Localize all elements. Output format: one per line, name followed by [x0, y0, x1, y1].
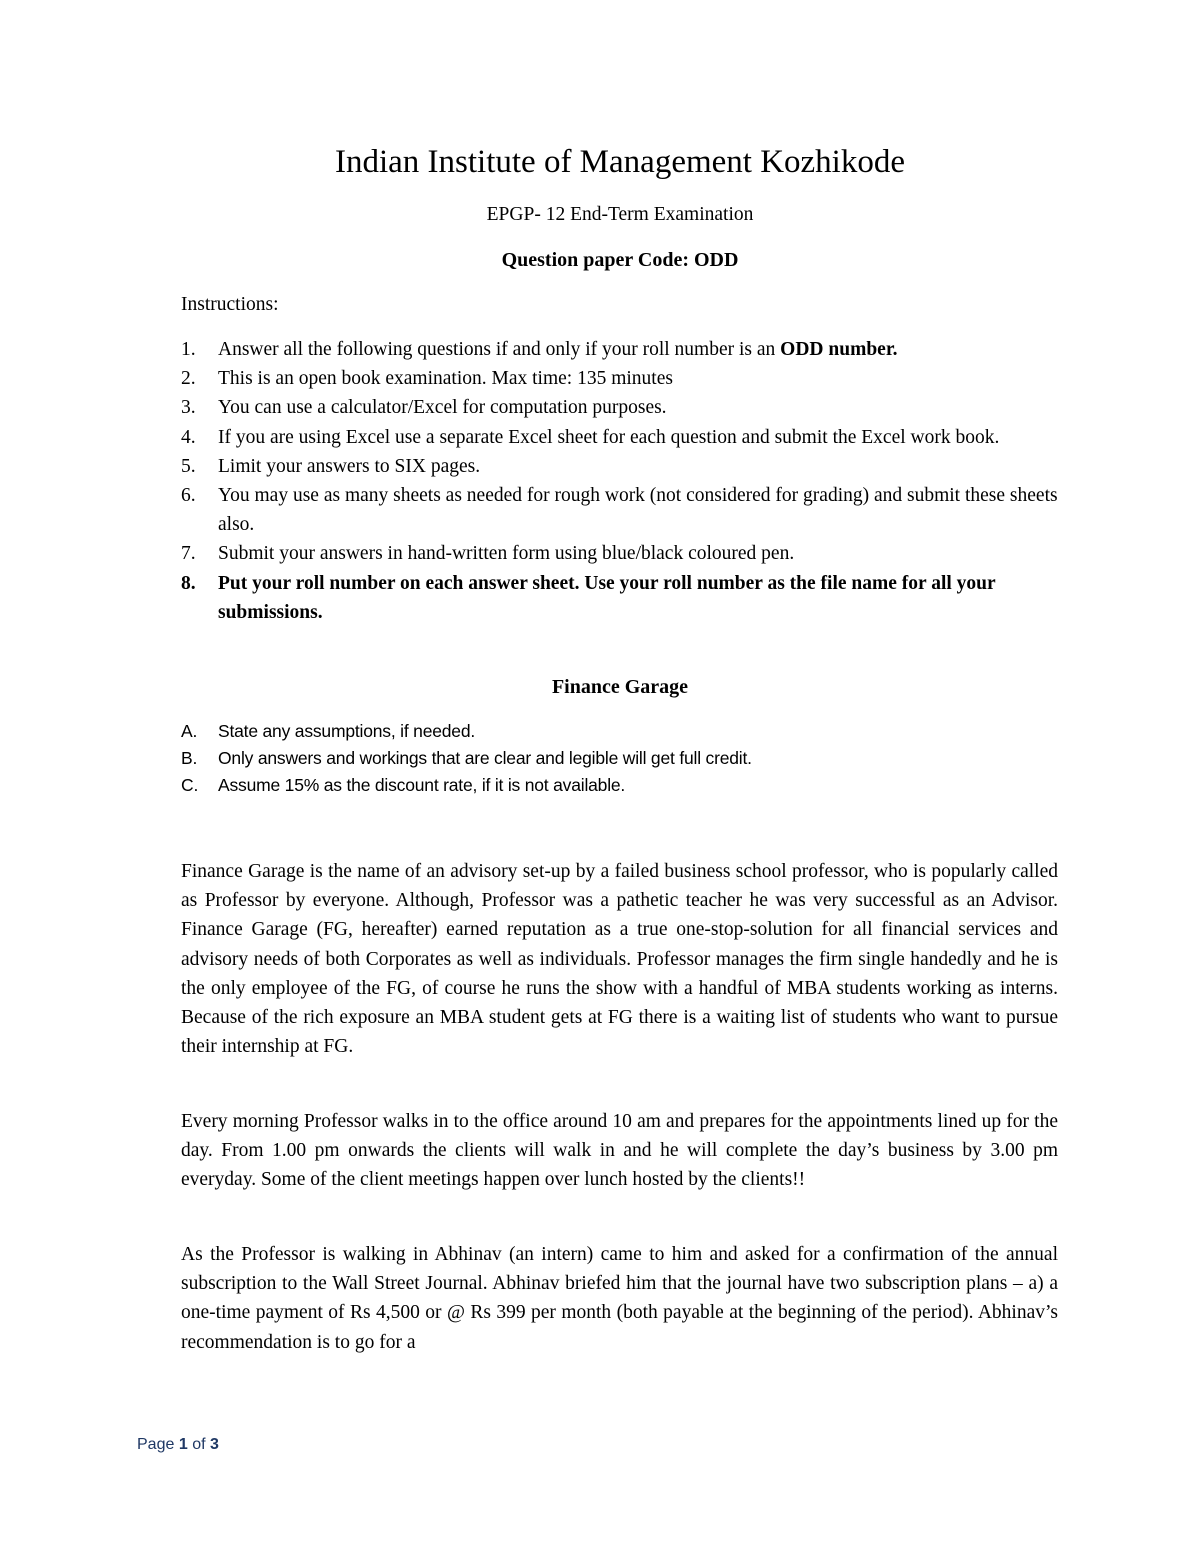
instruction-item: [181, 364, 1061, 393]
note-item: [181, 745, 1061, 772]
instruction-number: 1.: [181, 339, 196, 360]
instruction-number: 4.: [181, 426, 196, 448]
exam-subtitle: EPGP- 12 End-Term Examination: [486, 204, 754, 225]
instruction-number: 3.: [181, 397, 196, 419]
instruction-item: [181, 539, 1061, 568]
instruction-text: Limit your answers to SIX pages.: [218, 455, 481, 477]
page-footer: [137, 1434, 219, 1456]
note-text: Assume 15% as the discount rate, if it is not available.: [218, 775, 626, 795]
note-letter: A.: [181, 721, 198, 741]
body-paragraph-2: Every morning Professor walks in to the office around 10 am and prepares for the appointments lined up for the day. From 1.00 pm onwards the clients will walk in and he will complete the day’s business by 3.00 pm everyday. Some of the client meetings happen over lunch hosted by the clients!!: [181, 1111, 1058, 1191]
body-paragraph-3: As the Professor is walking in Abhinav (an intern) came to him and asked for a confirmation of the annual subscription to the Wall Street Journal. Abhinav briefed him that the journal have two subscription plans – a) a one-time payment of Rs 4,500 or @ Rs 399 per month (both payable at the beginning of the period). Abhinav’s recommendation is to go for a: [181, 1244, 1058, 1353]
note-letter: B.: [181, 748, 198, 768]
instruction-item: [181, 452, 1061, 481]
section-title: Finance Garage: [551, 676, 689, 698]
instruction-text: Put your roll number on each answer sheet. Use your roll number as the file name for all your submissions.: [218, 572, 996, 623]
instruction-text: If you are using Excel use a separate Excel sheet for each question and submit the Excel work book.: [218, 426, 1000, 448]
instruction-number: 5.: [181, 455, 196, 477]
footer-of-word: of: [192, 1436, 206, 1453]
instructions-label: Instructions:: [181, 294, 279, 315]
instruction-item: [181, 335, 1061, 364]
section-notes-list: [181, 718, 1061, 799]
instructions-list: [181, 335, 1061, 627]
instruction-item: [181, 481, 1061, 539]
body-paragraph-1: Finance Garage is the name of an advisory set-up by a failed business school professor, who is popularly called as Professor by everyone. Although, Professor was a pathetic teacher he was very successful as an Advisor. Finance Garage (FG, hereafter) earned reputation as a true one-stop-solution for all financial services and advisory needs of both Corporates as well as individuals. Professor manages the firm single handedly and he is the only employee of the FG, of course he runs the show with a handful of MBA students working as interns. Because of the rich exposure an MBA student gets at FG there is a waiting list of students who want to pursue their internship at FG.: [181, 861, 1058, 1058]
instruction-number: 2.: [181, 368, 196, 390]
instruction-number: 8.: [181, 572, 196, 594]
note-text: State any assumptions, if needed.: [218, 721, 476, 741]
instruction-text: Submit your answers in hand-written form using blue/black coloured pen.: [218, 543, 795, 565]
footer-page-total: 3: [209, 1436, 219, 1453]
footer-page-current: 1: [178, 1436, 188, 1453]
instruction-emphasis: ODD number.: [780, 339, 898, 360]
instruction-item: [181, 569, 1061, 627]
instruction-text: Answer all the following questions if and only if your roll number is an: [218, 339, 781, 360]
instruction-number: 6.: [181, 485, 196, 507]
question-paper-code: Question paper Code: ODD: [501, 249, 739, 271]
instruction-text: You may use as many sheets as needed for rough work (not considered for grading) and submit these sheets also.: [218, 485, 1058, 536]
instruction-item: [181, 393, 1061, 422]
document-title: Indian Institute of Management Kozhikode: [334, 144, 905, 180]
instruction-number: 7.: [181, 543, 196, 565]
note-letter: C.: [181, 775, 199, 795]
note-text: Only answers and workings that are clear and legible will get full credit.: [218, 748, 752, 768]
note-item: [181, 718, 1061, 745]
instruction-item: [181, 423, 1061, 452]
instruction-text: You can use a calculator/Excel for computation purposes.: [218, 397, 667, 419]
note-item: [181, 772, 1061, 799]
instruction-text: This is an open book examination. Max time: 135 minutes: [218, 368, 673, 390]
footer-page-word: Page: [137, 1436, 175, 1453]
